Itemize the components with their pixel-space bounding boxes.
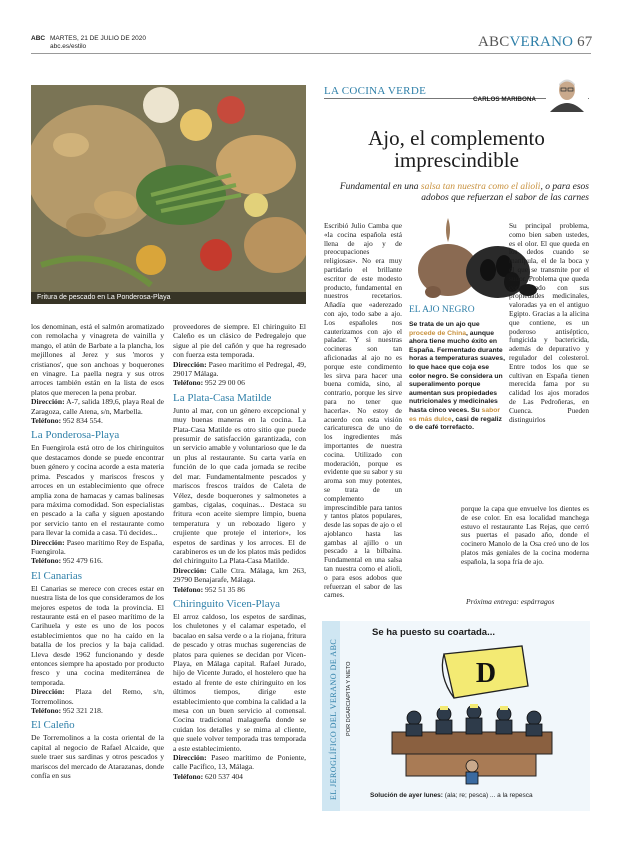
heading-ponderosa: La Ponderosa-Playa	[31, 429, 120, 442]
page-number: 67	[577, 34, 593, 50]
rebus-solution: Solución de ayer lunes: (ala; re; pesca) ... a la repesca	[370, 792, 533, 799]
la-plata-text: Junto al mar, con un género excepcional y muy buenas maneras en la cocina. La Plata-Casa Matilde es otro sitio que puede presumir de satisfacción garantizada, con un servicio amable y voluntarioso que le da un plus al restaurante. Su carta varía en función de lo que cada jornada se recibe del mar. Fundamentalmente pescados y mariscos frescos traídos de Caleta de Vélez, desde boquerones y salmonetes a gambas, cigalas, coquinas... Destaca su fritura «con aceite siempre limpio, buena temperatura y un rebozado ligero y crujiente que proteje el interior», los espetos de sardinas y los arroces. El de carabineros es un de los platos más pedidos del chiringuito La Plata-Casa Matilde.	[173, 405, 306, 566]
vicen-playa-address: Dirección: Paseo marítimo de Poniente, calle Pacífico, 13, Málaga.	[173, 753, 306, 772]
caleno-text: De Torremolinos a la costa oriental de la capital al negocio de Rafael Alcaide, que suele traer sus sardinas y otros pescados y mariscos del mercado de Atarazanas, donde confía en sus	[31, 733, 164, 781]
fried-fish-photo	[31, 85, 306, 304]
heading-vicen-playa: Chiringuito Vicen-Playa	[173, 597, 280, 610]
la-plata-phone: Teléfono: 952 51 35 86	[173, 584, 245, 594]
article-subhead: Fundamental en una salsa tan nuestra como el alioli, o para esos adobos que refuerzan el sabor de las carnes	[339, 182, 589, 203]
section-prefix: ABC	[478, 34, 510, 50]
header-rule	[31, 53, 591, 54]
ponderosa-phone: Teléfono: 952 479 616.	[31, 556, 103, 566]
opinion-column-b-bottom: porque la capa que envuelve los dientes es de ese color. En esa localidad manchega estuvo el restaurante Las Rejas, que cerró sus puertas el pasado año, donde el cocinero Manolo de la Osa creó uno de los platos más geniales de la cocina moderna española, la sopa fría de ajo.	[461, 504, 589, 566]
masthead-brand: ABC	[31, 35, 46, 42]
next-installment: Próxima entrega: espárragos	[466, 597, 555, 606]
la-plata-address: Dirección: Calle Ctra. Málaga, km 263, 29790 Benajarafe, Málaga.	[173, 565, 306, 585]
ponderosa-text: En Fuengirola está otro de los chiringuitos que destacamos donde se puede encontrar buen género y cocina acorde a esta materia prima. Pescados y mariscos frescos y arroces en un establecimiento que ofrece amplia zona de hamacas y camas balinesas para máxima comodidad. Son especialistas en pescado a la caña y siguen apostando por servicio tanto en el restaurante como para llevar la comida a casa. Tú decides...	[31, 443, 164, 538]
sidebar-highlight-origin: procede de China	[409, 329, 467, 337]
author-name: CARLOS MARIBONA	[473, 96, 536, 103]
sidebar-title: EL AJO NEGRO	[409, 305, 475, 315]
canarias-phone: Teléfono: 952 321 218.	[31, 706, 103, 716]
heading-canarias: El Canarias	[31, 569, 83, 582]
column-kicker: LA COCINA VERDE	[324, 85, 427, 97]
intro-phone: Teléfono: 952 834 554.	[31, 416, 103, 426]
rebus-letter: D	[475, 658, 497, 689]
caleno-address: Dirección: Paseo marítimo el Pedregal, 49, 29017 Málaga.	[173, 359, 306, 379]
subhead-highlight: salsa tan nuestra como el alioli	[420, 182, 541, 192]
caleno-phone: Teléfono: 952 29 00 06	[173, 378, 245, 388]
heading-caleno: El Caleño	[31, 719, 75, 732]
section-name: VERANO	[509, 34, 574, 50]
left-column	[31, 322, 164, 780]
caleno-continued: proveedores de siempre. El chiringuito El Caleño es un clásico de Pedregalejo que sigue al pie del cañón y que ha regresado con fuerza esta temporada.	[173, 322, 306, 360]
section-header	[478, 34, 593, 51]
rebus-illustration	[362, 640, 584, 788]
rebus-author: POR DGARCIAPITA Y NIETO	[346, 661, 352, 736]
ponderosa-address: Dirección: Paseo marítimo Rey de España, Fuengirola.	[31, 537, 164, 556]
opinion-column-a: Escribió Julio Camba que «la cocina española está llena de ajo y de preocupaciones religiosas». No era muy partidario el brillante escritor de este modesto producto, fundamental en nuestros recetarios. Añadía que «aderezado con ajo, todo sabe a ajo. Los españoles nos cauterizamos con ajo el paladar. Y si nuestras cocineras son tan aficionadas al ajo no es porque este condimento les sirva para hacer una buena comida, sino, al contrario, porque les sirve para no tener que hacerla». No estoy de acuerdo con esta visión caricaturesca de uno de los ingredientes más importantes de nuestra cocina. Utilizado con moderación, porque es evidente que su sabor y su aroma son muy potentes, se trata de un complemento imprescindible para tantos y tantos platos populares, desde las sopas de ajo o el ajoblanco hasta las gambas al ajillo o un pescado a la bilbaína. Fundamental en una salsa tan nuestra como el alioli, o para esos adobos que refuerzan el sabor de las carnes.	[324, 221, 402, 600]
article-headline: Ajo, el complemento imprescindible	[368, 126, 545, 172]
author-portrait	[546, 76, 588, 112]
intro-address: Dirección: A-7, salida 189,6, playa Real de Zaragoza, calle Atena, s/n, Marbella.	[31, 397, 164, 416]
issue-date	[50, 35, 146, 51]
heading-la-plata: La Plata-Casa Matilde	[173, 391, 272, 404]
rebus-vertical-title: EL JEROGLÍFICO DEL VERANO DE ABC	[329, 638, 338, 800]
sidebar-body: Se trata de un ajo que procede de China, aunque ahora tiene mucho éxito en España. Fermentado durante horas a temperaturas suaves, lo que hace que coja ese color negro. Se considera un superalimento porque aumentan sus propiedades nutricionales y medicinales hasta cinco veces. Su sabor es más dulce, casi de regaliz o de café torrefacto.	[409, 321, 505, 432]
date-text: MARTES, 21 DE JULIO DE 2020	[50, 35, 146, 42]
rebus-title: Se ha puesto su coartada...	[372, 627, 496, 638]
site-url[interactable]: abc.es/estilo	[50, 43, 87, 50]
opinion-column-b-top: Su principal problema, como bien saben ustedes, es el olor. El que queda en los dedos cuando se manipula, el de la boca y el que se transmite por el sudor. Problema que queda compensado con sus propiedades medicinales, valoradas ya en el antiguo Egipto. Gracias a la alicina que contiene, es un poderoso antiséptico, fungicida y bactericida, además de depurativo y regulador del colesterol. Entre todos los que se cultivan en España tienen merecida fama por su calidad los ajos morados de Las Pedroñeras, en Cuenca. Pueden distinguirlos	[509, 221, 589, 424]
canarias-address: Dirección: Plaza del Remo, s/n, Torremolinos.	[31, 687, 164, 706]
canarias-text: El Canarias se merece con creces estar en nuestra lista de los que consideramos de los mejores espetos de toda la provincia. El restaurante está en el paseo marítimo de la Carihuela y este es uno de los pocos establecimientos que no ha caído en la batalla de los precios y la baja calidad. Lleva desde 1962 funcionando y desde entonces siempre ha apostado por producto fresco y una cocina mediterránea de temporada.	[31, 583, 164, 687]
middle-column	[173, 322, 306, 781]
photo-caption: Fritura de pescado en La Ponderosa-Playa	[31, 292, 306, 304]
vicen-playa-text: El arroz caldoso, los espetos de sardinas, los chuletones y el calamar espetado, el bacalao en salsa verde o a la riojana, fritura de pescado y otras muchas sugerencias de platos para quienes se decidan por Vicen-Playa, en Málaga capital. Rafael Jurado, hijo de Vicente Jurado, el hostelero que ha estado al frente de este chiringuito en los últimos tiempos, dirige este establecimiento que combina la calidad a la mesa con un buen servicio al comensal. Cocina tradicional malagueña donde se cuidan los detalles y se mima al cliente, que suele volver temporada tras temporada a este establecimiento.	[173, 611, 306, 753]
vicen-playa-phone: Teléfono: 620 537 404	[173, 771, 243, 781]
sidebar-highlight-flavor: sabor es más dulce	[409, 406, 501, 423]
intro-paragraph: los denominan, está el salmón aromatizado con remolacha y vinagreta de vainilla y mango, el atún de Barbate a la plancha, los mejillones al Jerez y sus 'moros y cristianos', que son anchoas y boquerones en vinagre. La paella negra y sus otros arroces también están en la lista de esos platos que merecen la pena probar.	[31, 322, 164, 397]
